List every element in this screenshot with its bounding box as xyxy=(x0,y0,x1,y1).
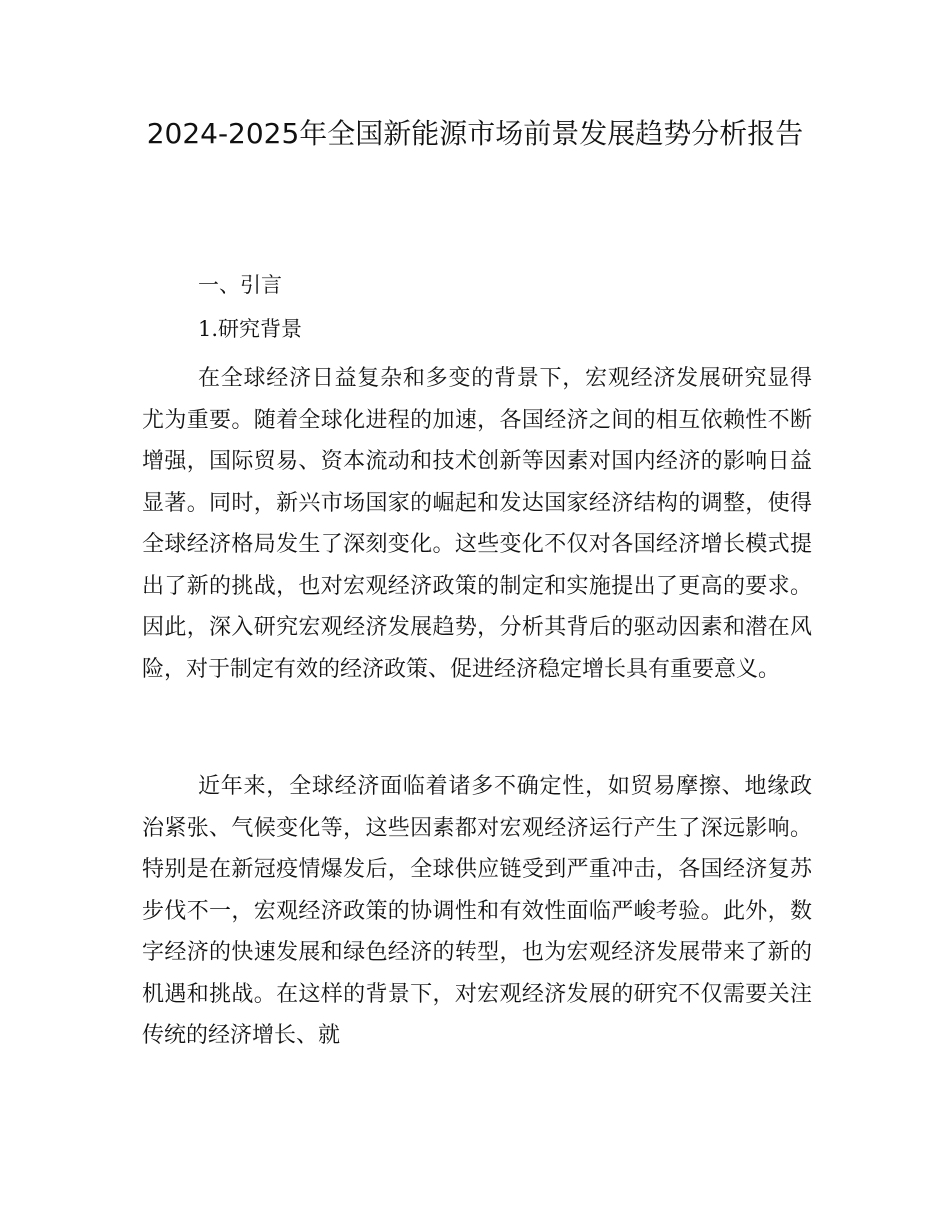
body-paragraph: 在全球经济日益复杂和多变的背景下，宏观经济发展研究显得尤为重要。随着全球化进程的加速，各国经济之间的相互依赖性不断增强，国际贸易、资本流动和技术创新等因素对国内经济的影响日益显著。同时，新兴市场国家的崛起和发达国家经济结构的调整，使得全球经济格局发生了深刻变化。这些变化不仅对各国经济增长模式提出了新的挑战，也对宏观经济政策的制定和实施提出了更高的要求。因此，深入研究宏观经济发展趋势，分析其背后的驱动因素和潜在风险，对于制定有效的经济政策、促进经济稳定增长具有重要意义。 xyxy=(142,366,812,682)
section-heading: 一、引言 xyxy=(198,273,282,297)
subsection-heading: 1.研究背景 xyxy=(198,317,303,341)
document-title: 2024-2025年全国新能源市场前景发展趋势分析报告 xyxy=(146,117,804,150)
body-paragraph: 近年来，全球经济面临着诸多不确定性，如贸易摩擦、地缘政治紧张、气候变化等，这些因素都对宏观经济运行产生了深远影响。特别是在新冠疫情爆发后，全球供应链受到严重冲击，各国经济复苏步伐不一，宏观经济政策的协调性和有效性面临严峻考验。此外，数字经济的快速发展和绿色经济的转型，也为宏观经济发展带来了新的机遇和挑战。在这样的背景下，对宏观经济发展的研究不仅需要关注传统的经济增长、就 xyxy=(142,774,812,1048)
